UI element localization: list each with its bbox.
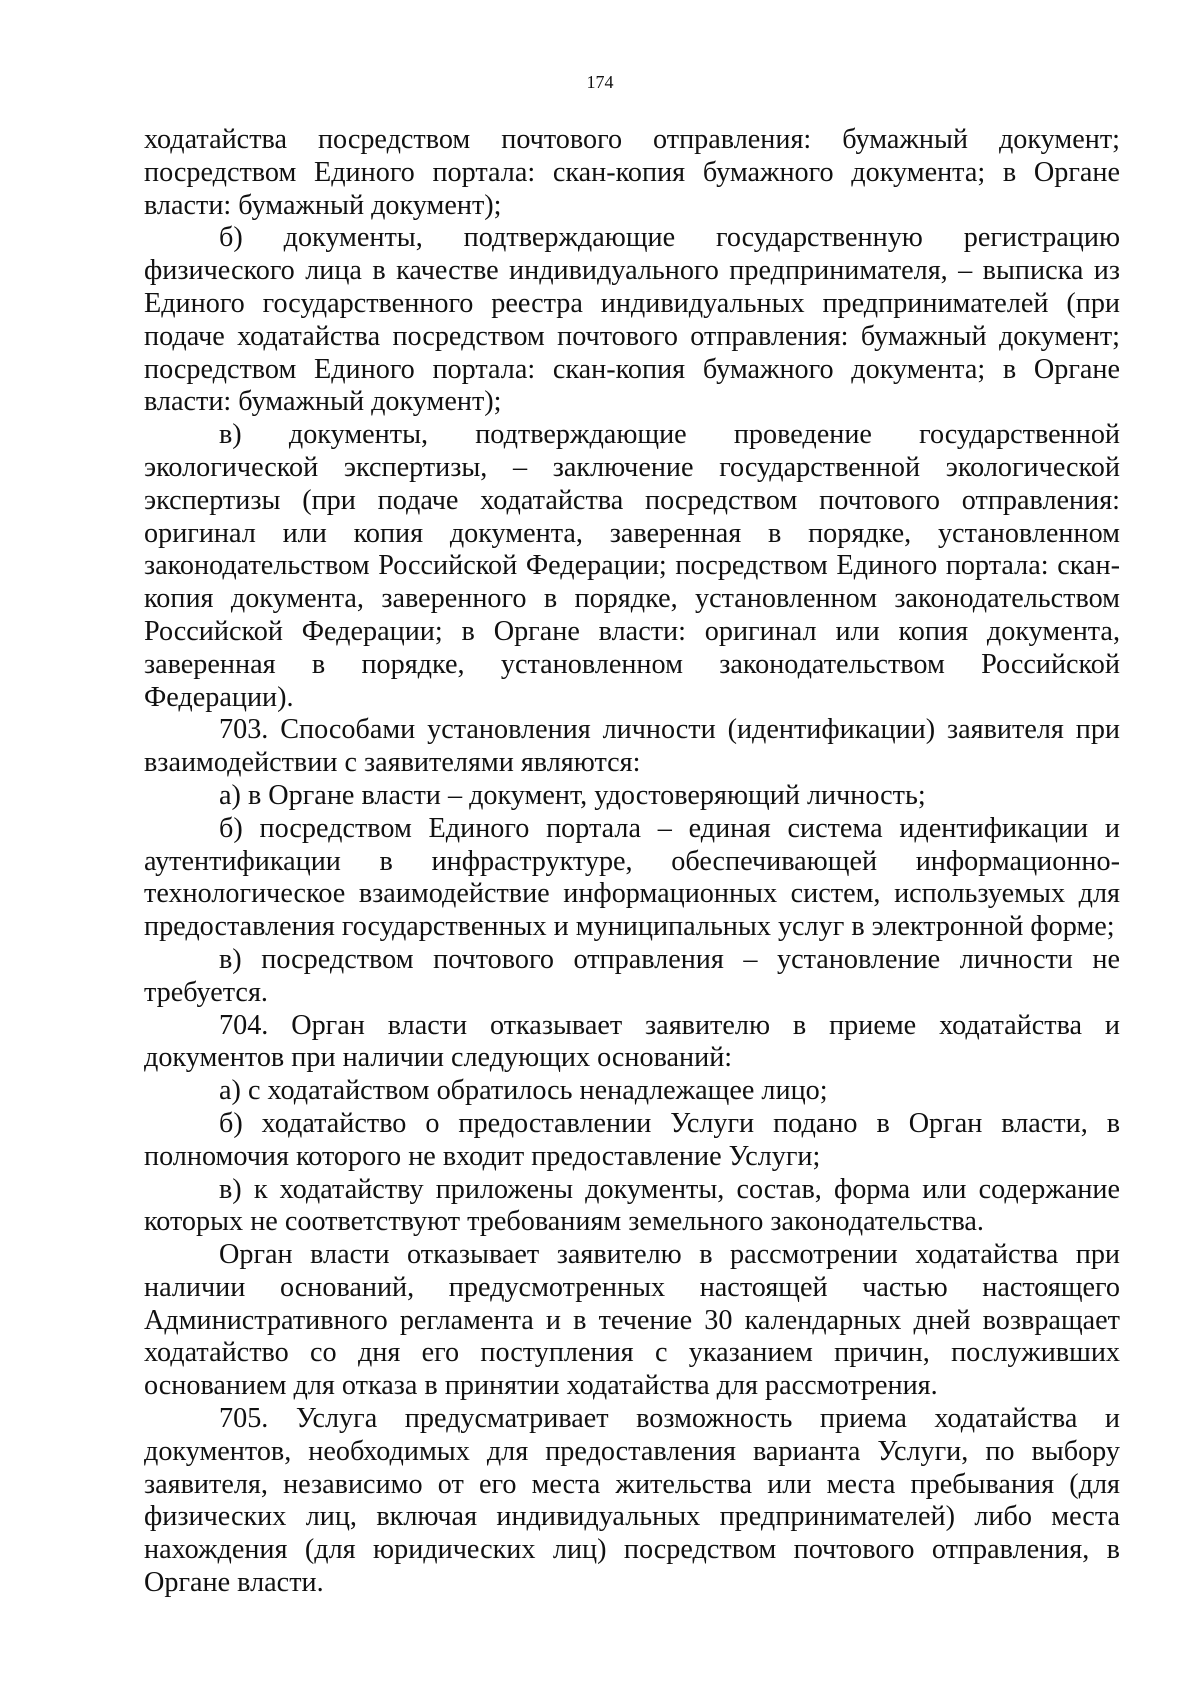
- paragraph-704-b: б) ходатайство о предоставлении Услуги подано в Орган власти, в полномочия которого не входит предоставление Услуги;: [144, 1107, 1120, 1172]
- document-body: [144, 124, 1120, 1600]
- paragraph-704: 704. Орган власти отказывает заявителю в приеме ходатайства и документов при наличии следующих оснований:: [144, 1009, 1120, 1074]
- paragraph-703-a: а) в Органе власти – документ, удостоверяющий личность;: [219, 779, 926, 811]
- paragraph-continuation: ходатайства посредством почтового отправления: бумажный документ; посредством Единого портала: скан-копия бумажного документа; в Органе власти: бумажный документ);: [144, 124, 1120, 221]
- paragraph-refusal: Орган власти отказывает заявителю в рассмотрении ходатайства при наличии оснований, предусмотренных настоящей частью настоящего Административного регламента и в течение 30 календарных дней возвращает ходатайство со дня его поступления с указанием причин, послуживших основанием для отказа в принятии ходатайства для рассмотрения.: [144, 1239, 1120, 1402]
- paragraph-703-v: в) посредством почтового отправления – установление личности не требуется.: [144, 943, 1120, 1008]
- paragraph-item-v-expertise: в) документы, подтверждающие проведение государственной экологической экспертизы, – заключение государственной экологической экспертизы (при подаче ходатайства посредством почтового отправления: оригинал или копия документа, заверенная в порядке, установленном законодательством Российской Федерации; посредством Единого портала: скан-копия документа, заверенного в порядке, установленном законодательством Российской Федерации; в Органе власти: оригинал или копия документа, заверенная в порядке, установленном законодательством Российской Федерации).: [144, 419, 1120, 713]
- paragraph-item-b-registration: б) документы, подтверждающие государственную регистрацию физического лица в качестве индивидуального предпринимателя, – выписка из Единого государственного реестра индивидуальных предпринимателей (при подаче ходатайства посредством почтового отправления: бумажный документ; посредством Единого портала: скан-копия бумажного документа; в Органе власти: бумажный документ);: [144, 222, 1120, 418]
- page-number: 174: [586, 72, 614, 92]
- paragraph-703: 703. Способами установления личности (идентификации) заявителя при взаимодействии с заявителями являются:: [144, 714, 1120, 779]
- paragraph-705: 705. Услуга предусматривает возможность приема ходатайства и документов, необходимых для предоставления варианта Услуги, по выбору заявителя, независимо от его места жительства или места пребывания (для физических лиц, включая индивидуальных предпринимателей) либо места нахождения (для юридических лиц) посредством почтового отправления, в Органе власти.: [144, 1403, 1120, 1599]
- paragraph-704-v: в) к ходатайству приложены документы, состав, форма или содержание которых не соответствуют требованиям земельного законодательства.: [144, 1173, 1120, 1238]
- paragraph-704-a: а) с ходатайством обратилось ненадлежащее лицо;: [219, 1075, 828, 1107]
- paragraph-703-b: б) посредством Единого портала – единая система идентификации и аутентификации в инфраструктуре, обеспечивающей информационно-технологическое взаимодействие информационных систем, используемых для предоставления государственных и муниципальных услуг в электронной форме;: [144, 812, 1120, 943]
